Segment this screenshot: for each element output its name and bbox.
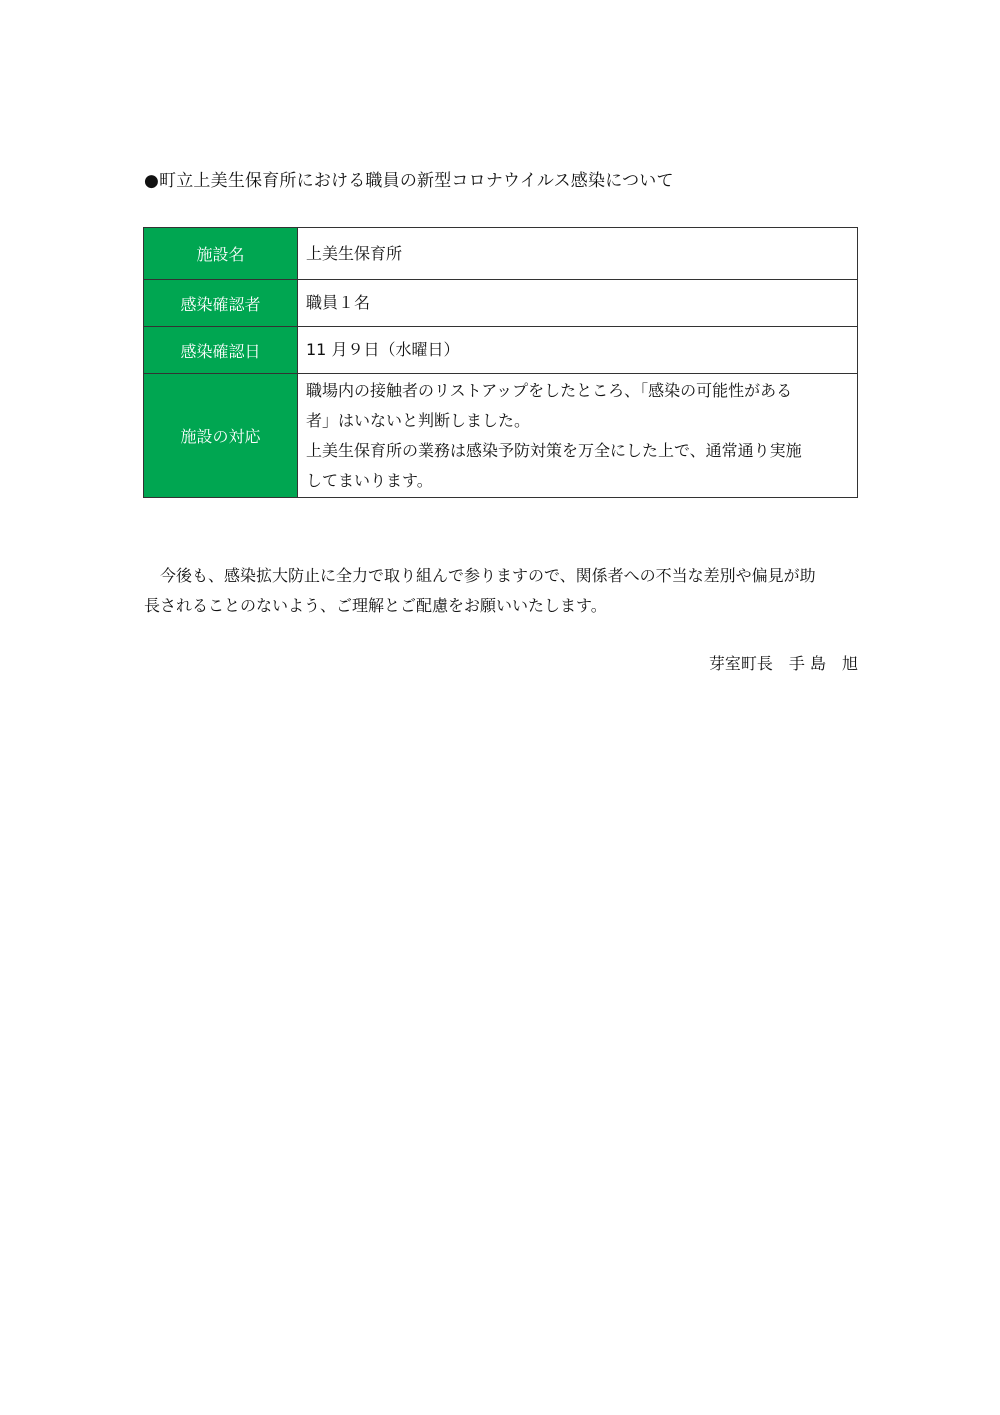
body-line: 長されることのないよう、ご理解とご配慮をお願いいたします。 [144, 596, 607, 615]
response-line: 上美生保育所の業務は感染予防対策を万全にした上で、通常通り実施 [306, 440, 802, 460]
document-title: ●町立上美生保育所における職員の新型コロナウイルス感染について [144, 171, 674, 191]
body-paragraph [144, 561, 858, 621]
table-row [144, 280, 858, 327]
row-label-facility: 施設名 [144, 228, 298, 280]
row-value-infected-person: 職員１名 [298, 280, 858, 327]
info-table [143, 227, 858, 498]
table-row [144, 327, 858, 374]
table-row [144, 228, 858, 280]
row-label-infected-person: 感染確認者 [144, 280, 298, 327]
response-line: 職場内の接触者のリストアップをしたところ、「感染の可能性がある [306, 380, 793, 400]
row-label-facility-response: 施設の対応 [144, 374, 298, 498]
row-value-facility: 上美生保育所 [298, 228, 858, 280]
table-row [144, 374, 858, 498]
row-value-confirmed-date: 11 月９日（水曜日） [298, 327, 858, 374]
row-value-facility-response [298, 374, 858, 498]
row-label-confirmed-date: 感染確認日 [144, 327, 298, 374]
response-line: してまいります。 [306, 470, 433, 490]
signature: 芽室町長 手 島 旭 [708, 654, 858, 673]
body-line: 今後も、感染拡大防止に全力で取り組んで参りますので、関係者への不当な差別や偏見が助 [160, 566, 816, 585]
response-line: 者」はいないと判断しました。 [306, 410, 531, 430]
